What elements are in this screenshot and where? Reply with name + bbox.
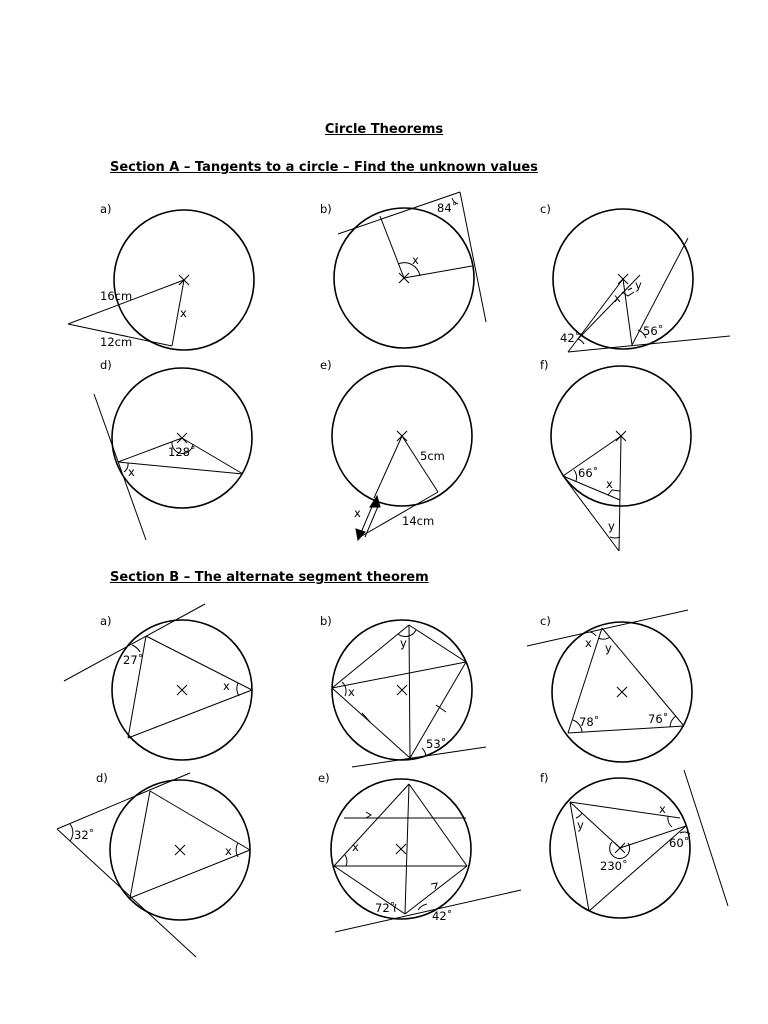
figure-letter: a) xyxy=(100,614,112,628)
figure-letter: d) xyxy=(96,771,108,785)
section-b-figure-d xyxy=(57,771,250,957)
section-a-figure-d xyxy=(94,358,252,540)
tangent-line xyxy=(64,604,205,681)
arrow-head xyxy=(370,496,380,507)
section-b-figure-c xyxy=(527,610,692,762)
chord-line xyxy=(150,791,250,850)
unknown-label: x xyxy=(659,802,666,816)
section-b-heading: Section B – The alternate segment theorem xyxy=(110,570,429,585)
chord-line xyxy=(409,784,467,866)
unknown-label: x xyxy=(614,291,621,305)
worksheet-title: Circle Theorems xyxy=(324,122,444,137)
figure-letter: c) xyxy=(540,614,551,628)
chord-line xyxy=(128,636,146,738)
angle-label: 78˚ xyxy=(579,715,600,729)
angle-arc xyxy=(610,537,620,538)
angle-arc xyxy=(418,904,427,910)
figure-letter: f) xyxy=(540,771,549,785)
tangent-line xyxy=(352,747,486,767)
unknown-label: x xyxy=(180,306,187,320)
angle-arc xyxy=(132,645,140,652)
angle-label: 42˚ xyxy=(560,331,581,345)
chord-line xyxy=(409,625,410,758)
tangent-line xyxy=(568,336,730,352)
angle-label: 84˚ xyxy=(437,201,458,215)
figure-letter: f) xyxy=(540,358,549,372)
centre-mark xyxy=(175,845,185,855)
section-a-figure-b xyxy=(320,192,486,348)
angle-label: 32˚ xyxy=(74,828,95,842)
section-a-figure-e xyxy=(320,358,472,540)
unknown-label: x xyxy=(412,253,419,267)
figure-letter: a) xyxy=(100,202,112,216)
angle-arc xyxy=(237,683,239,696)
measure-line xyxy=(365,504,379,537)
angle-arc xyxy=(668,816,672,827)
figure-letter: d) xyxy=(100,358,112,372)
tangent-line xyxy=(460,192,486,322)
unknown-label: y xyxy=(577,818,584,832)
angle-arc xyxy=(670,716,676,727)
section-b-figure-f xyxy=(540,770,728,918)
angle-label: 230˚ xyxy=(600,859,628,873)
radius-line xyxy=(404,266,472,278)
angle-arc xyxy=(345,855,347,866)
parallel-mark xyxy=(366,812,371,818)
centre-mark xyxy=(617,687,627,697)
section-b-figure-b xyxy=(320,614,486,767)
tangent-line xyxy=(619,436,621,551)
reflex-angle-arc xyxy=(610,842,630,858)
angle-label: 56˚ xyxy=(643,324,664,338)
unknown-label: x xyxy=(348,685,355,699)
section-a-figure-f xyxy=(540,358,691,551)
angle-arc xyxy=(574,470,577,481)
chord-line xyxy=(128,690,252,738)
tangent-line xyxy=(684,770,728,906)
centre-mark xyxy=(177,685,187,695)
angle-arc xyxy=(342,682,346,696)
angle-label: 60˚ xyxy=(669,836,690,850)
figure-letter: c) xyxy=(540,202,551,216)
unknown-label: x xyxy=(585,636,592,650)
angle-label: 42˚ xyxy=(432,909,453,923)
unknown-label: x xyxy=(606,477,613,491)
chord-line xyxy=(118,462,243,474)
figure-letter: b) xyxy=(320,202,332,216)
centre-mark xyxy=(397,685,407,695)
unknown-label: y xyxy=(608,519,615,533)
angle-label: 53˚ xyxy=(426,737,447,751)
side-label: 12cm xyxy=(100,335,133,349)
centre-mark xyxy=(396,844,406,854)
tangent-line xyxy=(94,394,146,540)
chord-line xyxy=(332,625,409,688)
radius-label: 5cm xyxy=(420,449,445,463)
section-a-figure-c xyxy=(540,202,730,352)
angle-mark xyxy=(622,292,634,296)
secant-line xyxy=(374,436,402,498)
angle-label: 27˚ xyxy=(123,653,144,667)
figure-letter: b) xyxy=(320,614,332,628)
radius-line xyxy=(380,216,404,278)
figure-letter: e) xyxy=(320,358,332,372)
figure-letter: e) xyxy=(318,771,330,785)
unknown-label: y xyxy=(400,636,407,650)
unknown-label: x xyxy=(354,506,361,520)
chord-line xyxy=(130,791,150,898)
angle-label: 66˚ xyxy=(578,466,599,480)
tangent-line xyxy=(57,829,196,957)
section-a-figure-a xyxy=(68,202,254,350)
side-label: 16cm xyxy=(100,289,133,303)
angle-mark xyxy=(628,288,632,290)
length-label: 14cm xyxy=(402,514,435,528)
unknown-label: x xyxy=(128,465,135,479)
chord-line xyxy=(332,688,410,758)
chord-line xyxy=(146,636,252,690)
angle-label: 128˚ xyxy=(168,445,196,459)
tangent-line xyxy=(57,773,190,829)
unknown-label: x xyxy=(223,679,230,693)
section-a-heading: Section A – Tangents to a circle – Find the unknown values xyxy=(110,160,538,175)
angle-label: 72˚ xyxy=(375,901,396,915)
unknown-label: x xyxy=(352,840,359,854)
chord-line xyxy=(334,784,409,866)
chord-line xyxy=(130,850,250,898)
radius-line xyxy=(402,436,438,492)
section-b-figure-e xyxy=(318,771,521,932)
unknown-label: x xyxy=(225,844,232,858)
equal-tick xyxy=(362,713,370,722)
chord-line xyxy=(578,275,640,339)
unknown-label: y xyxy=(605,641,612,655)
angle-label: 76˚ xyxy=(648,712,669,726)
angle-arc xyxy=(70,824,73,841)
parallel-mark xyxy=(431,883,437,889)
chord-line xyxy=(405,784,409,914)
section-b-figure-a xyxy=(64,604,252,760)
unknown-label: y xyxy=(635,278,642,292)
angle-arc xyxy=(598,637,610,639)
